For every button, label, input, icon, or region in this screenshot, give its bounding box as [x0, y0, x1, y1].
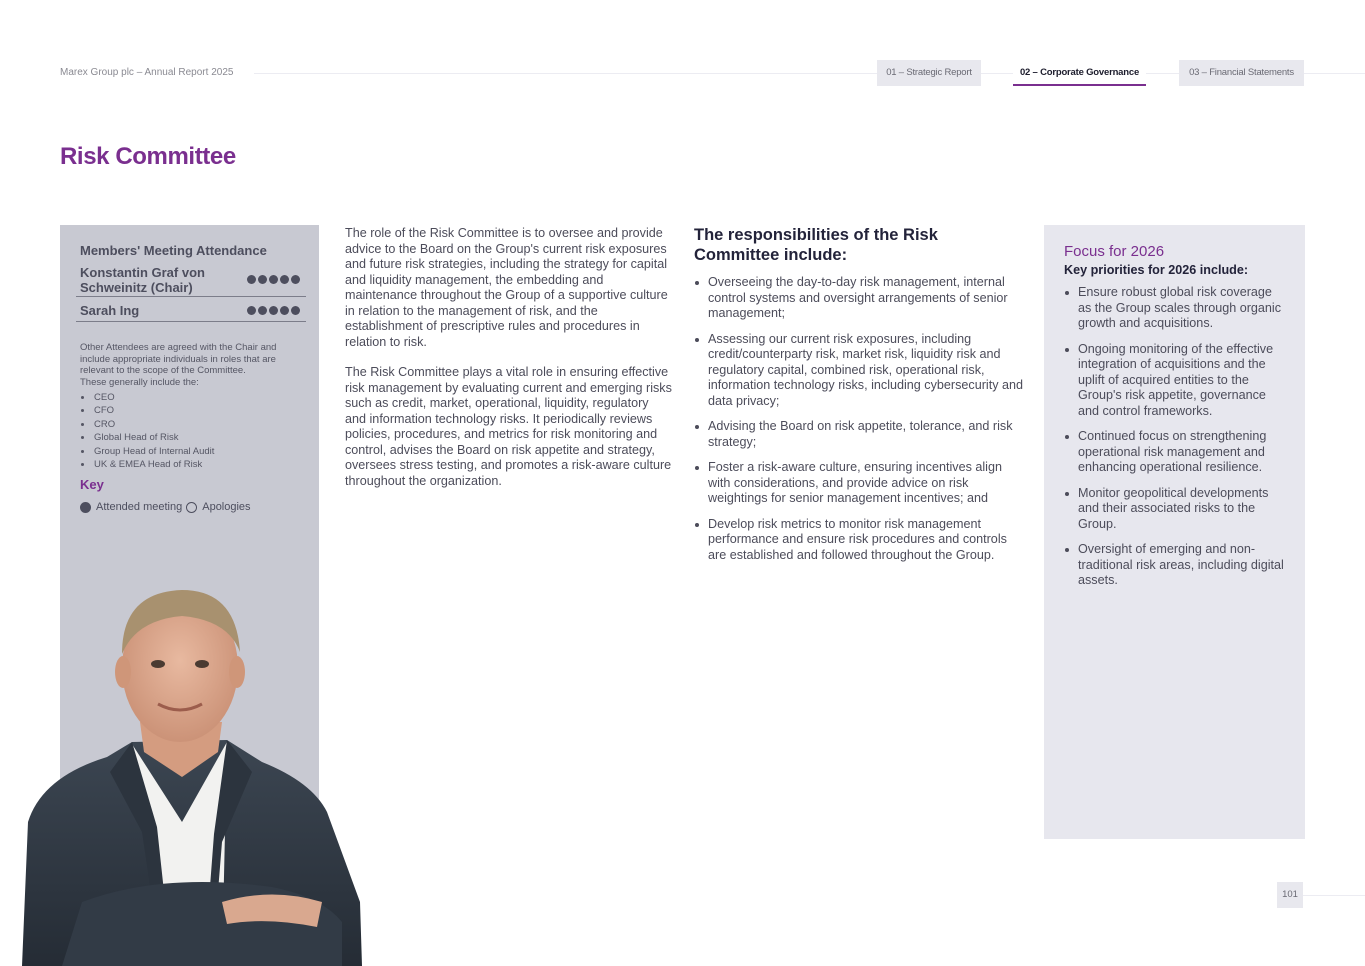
list-item: Group Head of Internal Audit: [80, 445, 214, 458]
list-item: Develop risk metrics to monitor risk management performance and ensure risk procedures and controls are established and followed throughout the Group.: [694, 517, 1024, 564]
list-item: Ongoing monitoring of the effective integration of acquisitions and the uplift of acquired entities to the Group's risk appetite, governance and control frameworks.: [1064, 342, 1284, 420]
footer-rule: [1303, 895, 1365, 896]
list-item: Ensure robust global risk coverage as the Group scales through organic growth and acquisitions.: [1064, 285, 1284, 332]
responsibilities-list: [694, 275, 1024, 573]
attended-dot-icon: [258, 306, 267, 315]
list-item: CRO: [80, 418, 214, 431]
list-item: CFO: [80, 404, 214, 417]
list-item: Overseeing the day-to-day risk management, internal control systems and oversight arrangements of senior management;: [694, 275, 1024, 322]
page-title: Risk Committee: [60, 143, 236, 170]
attendees-list-intro: These generally include the:: [80, 376, 199, 388]
focus-subtitle: Key priorities for 2026 include:: [1064, 263, 1249, 277]
attended-dot-icon: [247, 275, 256, 284]
list-item: Monitor geopolitical developments and their associated risks to the Group.: [1064, 486, 1284, 533]
attended-dot-icon: [291, 306, 300, 315]
attendees-list: [80, 391, 214, 471]
attendance-dots: [247, 275, 300, 284]
list-item: Global Head of Risk: [80, 431, 214, 444]
attended-dot-icon: [269, 306, 278, 315]
member-name: Sarah Ing: [80, 303, 140, 318]
key-apologies-label: Apologies: [202, 501, 251, 513]
focus-title: Focus for 2026: [1064, 243, 1165, 260]
attendance-dots: [247, 306, 300, 315]
member-row: [76, 302, 306, 322]
document-title: Marex Group plc – Annual Report 2025: [60, 67, 234, 78]
key-legend: [80, 500, 251, 514]
attended-dot-icon: [280, 306, 289, 315]
attended-dot-icon: [258, 275, 267, 284]
page-number: 101: [1277, 882, 1303, 908]
apologies-circle-icon: [186, 502, 197, 513]
tab-corporate-governance[interactable]: 02 – Corporate Governance: [1013, 60, 1146, 86]
list-item: Assessing our current risk exposures, including credit/counterparty risk, market risk, liquidity risk and regulatory capital, combined risk, operational risk, information technology risks, including cybersecurity and data privacy;: [694, 332, 1024, 410]
key-attended-label: Attended meeting: [96, 501, 183, 513]
list-item: Foster a risk-aware culture, ensuring incentives align with considerations, and provide advice on risk weightings for senior management incentives; and: [694, 460, 1024, 507]
tab-strategic-report[interactable]: 01 – Strategic Report: [877, 60, 981, 86]
tab-financial-statements[interactable]: 03 – Financial Statements: [1179, 60, 1304, 86]
list-item: Oversight of emerging and non-traditional risk areas, including digital assets.: [1064, 542, 1284, 589]
key-title: Key: [80, 477, 104, 492]
attended-dot-icon: [269, 275, 278, 284]
list-item: CEO: [80, 391, 214, 404]
role-paragraph: The Risk Committee plays a vital role in ensuring effective risk management by evaluating current and emerging risks such as credit, market, operational, liquidity, regulatory and information technology risks. It periodically reviews policies, procedures, and metrics for risk monitoring and control, advises the Board on risk appetite and strategy, oversees stress testing, and promotes a risk-aware culture throughout the organization.: [345, 365, 672, 488]
attended-dot-icon: [80, 502, 91, 513]
list-item: Advising the Board on risk appetite, tolerance, and risk strategy;: [694, 419, 1024, 450]
attended-dot-icon: [247, 306, 256, 315]
responsibilities-title: The responsibilities of the Risk Committee include:: [694, 226, 938, 264]
attended-dot-icon: [291, 275, 300, 284]
member-name: Konstantin Graf von Schweinitz (Chair): [80, 265, 205, 295]
list-item: UK & EMEA Head of Risk: [80, 458, 214, 471]
role-description: [345, 226, 673, 504]
chair-portrait-photo: [22, 572, 362, 966]
attendees-note: [80, 342, 305, 388]
role-paragraph: The role of the Risk Committee is to oversee and provide advice to the Board on the Group's current risk exposures and future risk strategies, including the strategy for capital and liquidity management, the embedding and maintenance throughout the Group of a supportive culture in relation to the management of risk, and the establishment of prescriptive rules and procedures in relation to risk.: [345, 226, 668, 349]
attendees-note-text: Other Attendees are agreed with the Chair and include appropriate individuals in roles that are relevant to the scope of the Committee.: [80, 342, 277, 377]
attendance-title: Members' Meeting Attendance: [80, 243, 267, 258]
member-row: [76, 264, 306, 297]
focus-list: [1064, 285, 1284, 599]
list-item: Continued focus on strengthening operational risk management and enhancing operational resilience.: [1064, 429, 1284, 476]
attended-dot-icon: [280, 275, 289, 284]
